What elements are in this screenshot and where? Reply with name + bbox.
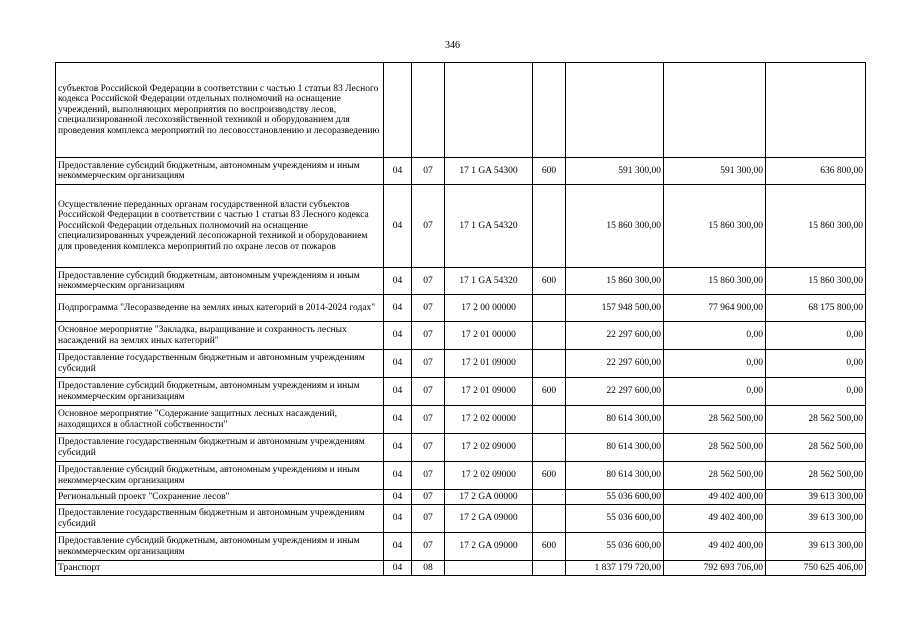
- row-description: Предоставление субсидий бюджетным, автономным учреждениям и иным некоммерческим организациям: [56, 533, 384, 561]
- amount-year-2: 49 402 400,00: [664, 505, 766, 533]
- amount-year-3: [766, 63, 866, 158]
- target-article-code: 17 2 02 09000: [445, 462, 533, 490]
- row-description: Предоставление субсидий бюджетным, автономным учреждениям и иным некоммерческим организациям: [56, 462, 384, 490]
- amount-year-3: 750 625 406,00: [766, 561, 866, 576]
- target-article-code: 17 2 01 09000: [445, 350, 533, 378]
- amount-year-3: 39 613 300,00: [766, 490, 866, 505]
- row-description: Предоставление государственным бюджетным и автономным учреждениям субсидий: [56, 350, 384, 378]
- amount-year-1: 22 297 600,00: [566, 322, 664, 350]
- expense-type-code: [533, 63, 566, 158]
- expense-type-code: 600: [533, 268, 566, 295]
- amount-year-2: 77 964 900,00: [664, 295, 766, 322]
- section-code: 04: [384, 434, 412, 462]
- table-row: [56, 561, 866, 576]
- subsection-code: 07: [412, 406, 445, 434]
- expense-type-code: [533, 505, 566, 533]
- amount-year-3: 15 860 300,00: [766, 185, 866, 268]
- row-description: Основное мероприятие "Закладка, выращивание и сохранность лесных насаждений на землях иных категорий": [56, 322, 384, 350]
- row-description: Транспорт: [56, 561, 384, 576]
- amount-year-2: 591 300,00: [664, 158, 766, 185]
- table-row: [56, 378, 866, 406]
- subsection-code: [412, 63, 445, 158]
- subsection-code: 07: [412, 378, 445, 406]
- table-row: [56, 505, 866, 533]
- target-article-code: 17 2 00 00000: [445, 295, 533, 322]
- amount-year-2: 49 402 400,00: [664, 533, 766, 561]
- amount-year-3: 15 860 300,00: [766, 268, 866, 295]
- amount-year-1: [566, 63, 664, 158]
- subsection-code: 07: [412, 322, 445, 350]
- row-description: Основное мероприятие "Содержание защитных лесных насаждений, находящихся в областной собственности": [56, 406, 384, 434]
- table-row: [56, 350, 866, 378]
- amount-year-1: 15 860 300,00: [566, 268, 664, 295]
- row-description: Предоставление субсидий бюджетным, автономным учреждениям и иным некоммерческим организациям: [56, 268, 384, 295]
- expense-type-code: 600: [533, 462, 566, 490]
- section-code: 04: [384, 322, 412, 350]
- subsection-code: 07: [412, 158, 445, 185]
- table-body: [56, 63, 866, 576]
- section-code: 04: [384, 268, 412, 295]
- subsection-code: 07: [412, 295, 445, 322]
- amount-year-2: 15 860 300,00: [664, 185, 766, 268]
- table-row: [56, 533, 866, 561]
- table-row: [56, 63, 866, 158]
- subsection-code: 07: [412, 434, 445, 462]
- section-code: 04: [384, 505, 412, 533]
- expense-type-code: [533, 295, 566, 322]
- subsection-code: 07: [412, 350, 445, 378]
- table-row: [56, 268, 866, 295]
- amount-year-2: 28 562 500,00: [664, 406, 766, 434]
- budget-table: [55, 62, 866, 576]
- row-description: Предоставление государственным бюджетным и автономным учреждениям субсидий: [56, 505, 384, 533]
- expense-type-code: 600: [533, 378, 566, 406]
- amount-year-3: 0,00: [766, 322, 866, 350]
- amount-year-3: 636 800,00: [766, 158, 866, 185]
- amount-year-1: 55 036 600,00: [566, 533, 664, 561]
- section-code: 04: [384, 378, 412, 406]
- section-code: 04: [384, 185, 412, 268]
- section-code: 04: [384, 158, 412, 185]
- expense-type-code: [533, 185, 566, 268]
- table-row: [56, 462, 866, 490]
- section-code: 04: [384, 462, 412, 490]
- amount-year-3: 28 562 500,00: [766, 406, 866, 434]
- amount-year-3: 39 613 300,00: [766, 533, 866, 561]
- subsection-code: 07: [412, 268, 445, 295]
- amount-year-2: 28 562 500,00: [664, 434, 766, 462]
- target-article-code: 17 2 GA 00000: [445, 490, 533, 505]
- amount-year-1: 591 300,00: [566, 158, 664, 185]
- expense-type-code: [533, 490, 566, 505]
- row-description: субъектов Российской Федерации в соответствии с частью 1 статьи 83 Лесного кодекса Российской Федерации отдельных полномочий на оснащение учреждений, выполняющих мероприятия по воспроизводству лесов, специализированной лесохозяйственной техникой и оборудованием для проведения комплекса мероприятий по лесовосстановлению и лесоразведению: [56, 63, 384, 158]
- subsection-code: 07: [412, 462, 445, 490]
- amount-year-1: 22 297 600,00: [566, 350, 664, 378]
- expense-type-code: [533, 406, 566, 434]
- target-article-code: 17 1 GA 54320: [445, 268, 533, 295]
- section-code: 04: [384, 561, 412, 576]
- amount-year-1: 22 297 600,00: [566, 378, 664, 406]
- amount-year-3: 0,00: [766, 350, 866, 378]
- target-article-code: 17 1 GA 54300: [445, 158, 533, 185]
- amount-year-3: 0,00: [766, 378, 866, 406]
- amount-year-1: 55 036 600,00: [566, 490, 664, 505]
- amount-year-2: 0,00: [664, 350, 766, 378]
- amount-year-2: 0,00: [664, 378, 766, 406]
- amount-year-1: 15 860 300,00: [566, 185, 664, 268]
- target-article-code: [445, 561, 533, 576]
- amount-year-1: 80 614 300,00: [566, 406, 664, 434]
- table-row: [56, 322, 866, 350]
- target-article-code: 17 2 01 09000: [445, 378, 533, 406]
- section-code: [384, 63, 412, 158]
- row-description: Осуществление переданных органам государственной власти субъектов Российской Федерации в соответствии с частью 1 статьи 83 Лесного кодекса Российской Федерации отдельных полномочий на оснащение специализированных учреждений лесопожарной техникой и оборудованием для проведения комплекса мероприятий по охране лесов от пожаров: [56, 185, 384, 268]
- section-code: 04: [384, 533, 412, 561]
- section-code: 04: [384, 295, 412, 322]
- amount-year-1: 80 614 300,00: [566, 462, 664, 490]
- target-article-code: 17 2 GA 09000: [445, 505, 533, 533]
- amount-year-3: 28 562 500,00: [766, 462, 866, 490]
- subsection-code: 07: [412, 505, 445, 533]
- amount-year-2: 792 693 706,00: [664, 561, 766, 576]
- target-article-code: 17 2 02 00000: [445, 406, 533, 434]
- amount-year-3: 68 175 800,00: [766, 295, 866, 322]
- row-description: Предоставление государственным бюджетным и автономным учреждениям субсидий: [56, 434, 384, 462]
- amount-year-1: 55 036 600,00: [566, 505, 664, 533]
- expense-type-code: [533, 322, 566, 350]
- row-description: Подпрограмма "Лесоразведение на землях иных категорий в 2014-2024 годах": [56, 295, 384, 322]
- subsection-code: 08: [412, 561, 445, 576]
- target-article-code: 17 2 GA 09000: [445, 533, 533, 561]
- amount-year-3: 39 613 300,00: [766, 505, 866, 533]
- amount-year-1: 80 614 300,00: [566, 434, 664, 462]
- table-row: [56, 158, 866, 185]
- table-row: [56, 185, 866, 268]
- expense-type-code: [533, 561, 566, 576]
- subsection-code: 07: [412, 185, 445, 268]
- target-article-code: 17 2 01 00000: [445, 322, 533, 350]
- amount-year-2: 49 402 400,00: [664, 490, 766, 505]
- amount-year-1: 1 837 179 720,00: [566, 561, 664, 576]
- amount-year-2: 28 562 500,00: [664, 462, 766, 490]
- target-article-code: 17 2 02 09000: [445, 434, 533, 462]
- target-article-code: [445, 63, 533, 158]
- table-row: [56, 406, 866, 434]
- amount-year-3: 28 562 500,00: [766, 434, 866, 462]
- amount-year-2: 0,00: [664, 322, 766, 350]
- section-code: 04: [384, 490, 412, 505]
- expense-type-code: 600: [533, 533, 566, 561]
- table-row: [56, 490, 866, 505]
- amount-year-2: [664, 63, 766, 158]
- expense-type-code: 600: [533, 158, 566, 185]
- target-article-code: 17 1 GA 54320: [445, 185, 533, 268]
- expense-type-code: [533, 434, 566, 462]
- amount-year-1: 157 948 500,00: [566, 295, 664, 322]
- section-code: 04: [384, 350, 412, 378]
- page-number: 346: [445, 40, 460, 51]
- row-description: Региональный проект "Сохранение лесов": [56, 490, 384, 505]
- subsection-code: 07: [412, 490, 445, 505]
- subsection-code: 07: [412, 533, 445, 561]
- expense-type-code: [533, 350, 566, 378]
- table-row: [56, 295, 866, 322]
- amount-year-2: 15 860 300,00: [664, 268, 766, 295]
- row-description: Предоставление субсидий бюджетным, автономным учреждениям и иным некоммерческим организациям: [56, 158, 384, 185]
- row-description: Предоставление субсидий бюджетным, автономным учреждениям и иным некоммерческим организациям: [56, 378, 384, 406]
- section-code: 04: [384, 406, 412, 434]
- table-row: [56, 434, 866, 462]
